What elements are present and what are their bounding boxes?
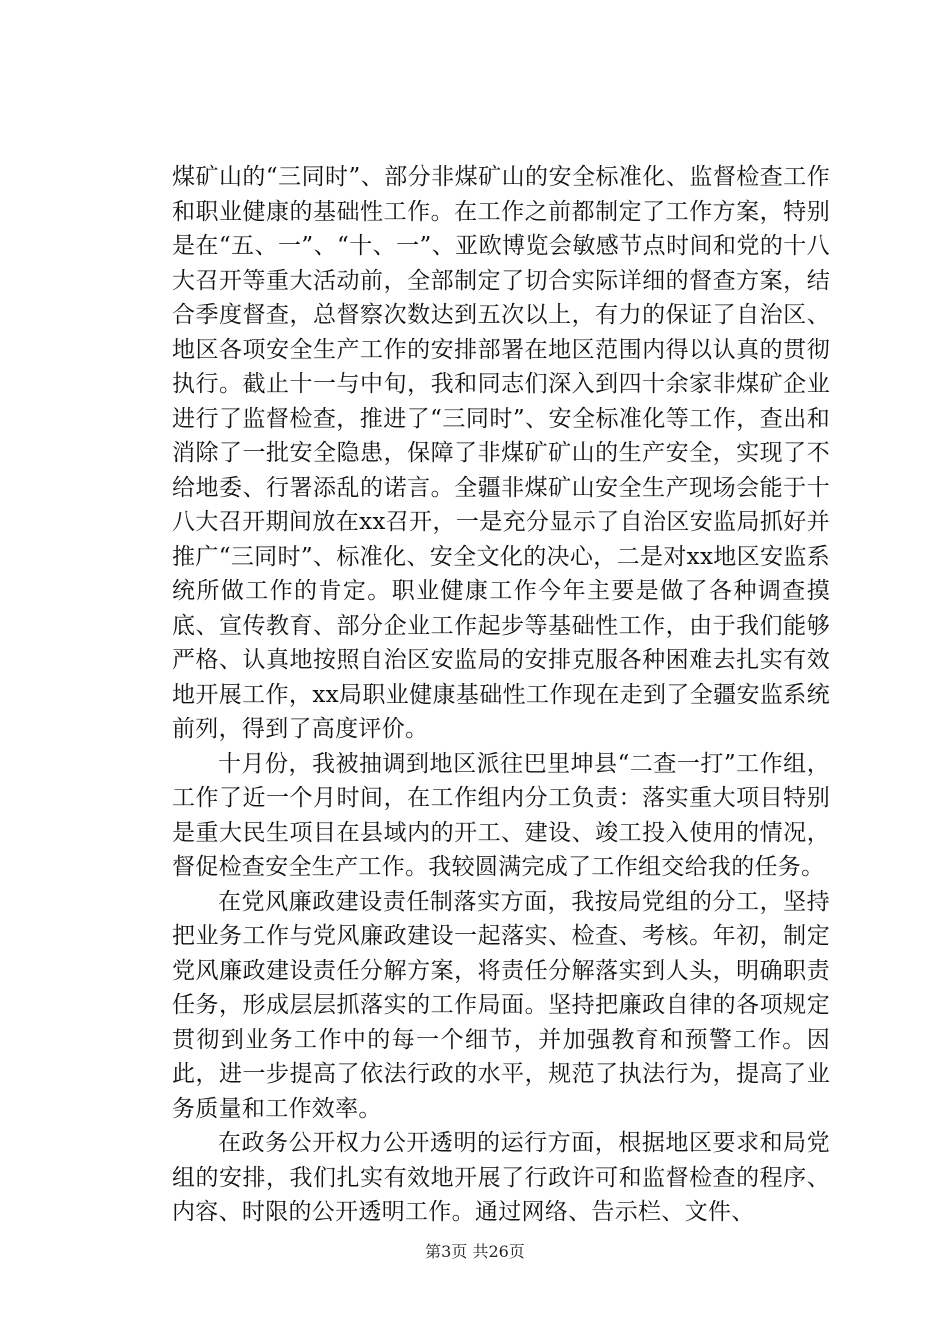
paragraph-continued: 煤矿山的“三同时”、部分非煤矿山的安全标准化、监督检查工作和职业健康的基础性工作。在工作之前都制定了工作方案，特别是在“五、一”、“十、一”、亚欧博览会敏感节点时间和党的十八大召开等重大活动前，全部制定了切合实际详细的督查方案，结合季度督查，总督察次数达到五次以上，有力的保证了自治区、地区各项安全生产工作的安排部署在地区范围内得以认真的贯彻执行。截止十一与中旬，我和同志们深入到四十余家非煤矿企业进行了监督检查，推进了“三同时”、安全标准化等工作，查出和消除了一批安全隐患，保障了非煤矿矿山的生产安全，实现了不给地委、行署添乱的诺言。全疆非煤矿山安全生产现场会能于十八大召开期间放在xx召开，一是充分显示了自治区安监局抓好并推广“三同时”、标准化、安全文化的决心，二是对xx地区安监系统所做工作的肯定。职业健康工作今年主要是做了各种调查摸底、宣传教育、部分企业工作起步等基础性工作，由于我们能够严格、认真地按照自治区安监局的安排克服各种困难去扎实有效地开展工作，xx局职业健康基础性工作现在走到了全疆安监系统前列，得到了高度评价。 bbox=[172, 164, 830, 742]
paragraph-party-conduct: 在党风廉政建设责任制落实方面，我按局党组的分工，坚持把业务工作与党风廉政建设一起落实、检查、考核。年初，制定党风廉政建设责任分解方案，将责任分解落实到人头，明确职责任务，形成层层抓落实的工作局面。坚持把廉政自律的各项规定贯彻到业务工作中的每一个细节，并加强教育和预警工作。因此，进一步提高了依法行政的水平，规范了执法行为，提高了业务质量和工作效率。 bbox=[172, 888, 830, 1122]
document-body bbox=[172, 160, 830, 1230]
page-number-footer: 第3页 共26页 bbox=[425, 1242, 525, 1261]
paragraph-working-group: 十月份，我被抽调到地区派往巴里坤县“二查一打”工作组，工作了近一个月时间，在工作组内分工负责：落实重大项目特别是重大民生项目在县域内的开工、建设、竣工投入使用的情况，督促检查安全生产工作。我较圆满完成了工作组交给我的任务。 bbox=[172, 750, 830, 880]
paragraph-government-affairs: 在政务公开权力公开透明的运行方面，根据地区要求和局党组的安排，我们扎实有效地开展了行政许可和监督检查的程序、内容、时限的公开透明工作。通过网络、告示栏、文件、 bbox=[172, 1130, 830, 1225]
